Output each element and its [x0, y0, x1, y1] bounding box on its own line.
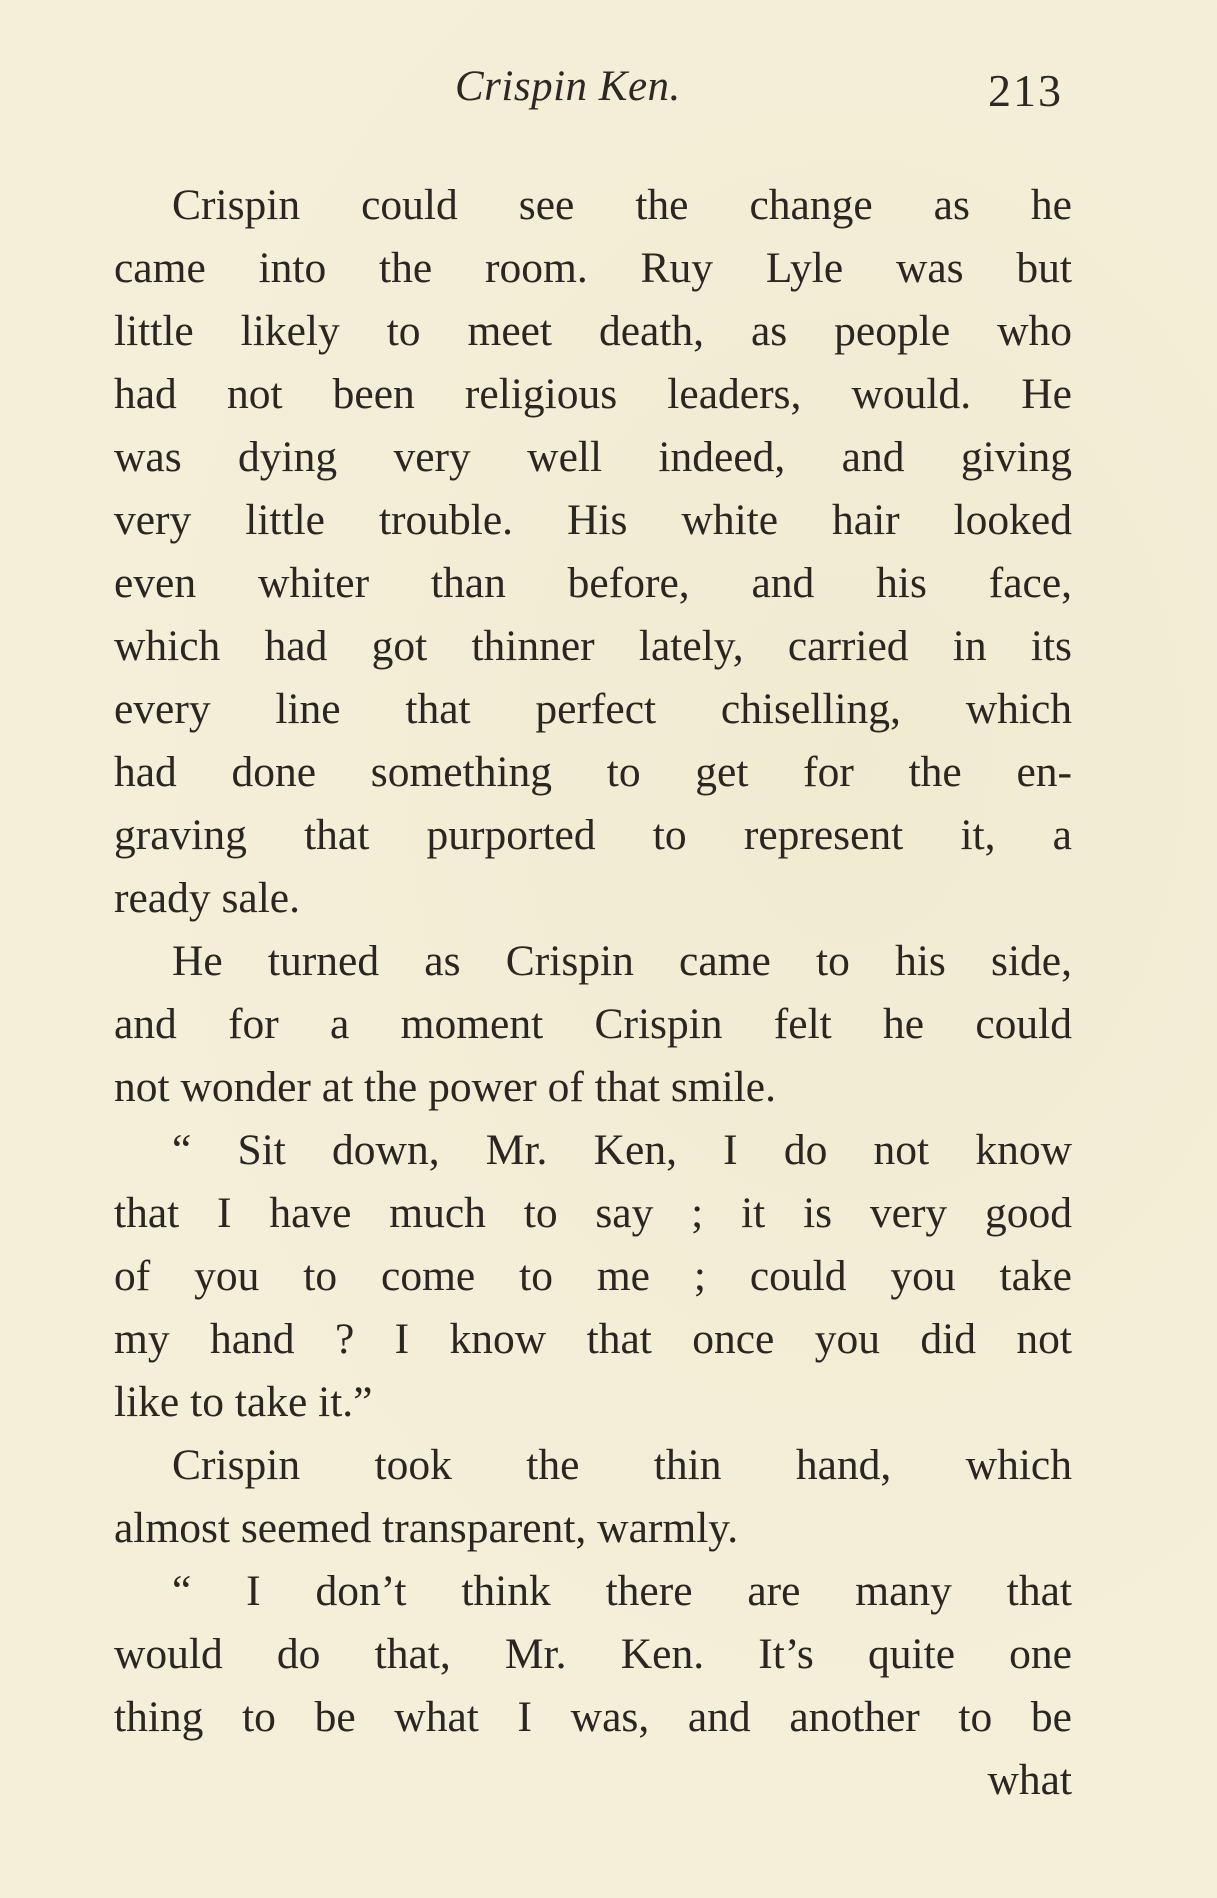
text-line: would do that, Mr. Ken. It’s quite one [114, 1630, 1072, 1678]
text-line: which had got thinner lately, carried in its [114, 622, 1072, 670]
text-line: was dying very well indeed, and giving [114, 433, 1072, 481]
catchword: what [987, 1756, 1072, 1804]
text-line: graving that purported to represent it, a [114, 811, 1072, 859]
text-line: Crispin could see the change as he [172, 181, 1072, 229]
text-line: almost seemed transparent, warmly. [114, 1504, 739, 1552]
text-line: thing to be what I was, and another to be [114, 1693, 1072, 1741]
text-line: that I have much to say ; it is very good [114, 1189, 1072, 1237]
text-line: of you to come to me ; could you take [114, 1252, 1072, 1300]
text-line: even whiter than before, and his face, [114, 559, 1072, 607]
text-line: “ Sit down, Mr. Ken, I do not know [172, 1126, 1072, 1174]
text-line: came into the room. Ruy Lyle was but [114, 244, 1072, 292]
text-line: very little trouble. His white hair looked [114, 496, 1072, 544]
text-line: little likely to meet death, as people who [114, 307, 1072, 355]
page-number: 213 [988, 65, 1063, 116]
text-line: had done something to get for the en- [114, 748, 1072, 796]
text-line: every line that perfect chiselling, which [114, 685, 1072, 733]
text-line: my hand ? I know that once you did not [114, 1315, 1072, 1363]
text-line: had not been religious leaders, would. He [114, 370, 1072, 418]
text-line: not wonder at the power of that smile. [114, 1063, 776, 1111]
running-title: Crispin Ken. [455, 63, 681, 110]
text-line: Crispin took the thin hand, which [172, 1441, 1072, 1489]
running-head [0, 62, 1217, 122]
text-line: He turned as Crispin came to his side, [172, 937, 1072, 985]
text-line: ready sale. [114, 874, 300, 922]
text-line: like to take it.” [114, 1378, 373, 1426]
text-line: and for a moment Crispin felt he could [114, 1000, 1072, 1048]
text-line: “ I don’t think there are many that [172, 1567, 1072, 1615]
body-text [114, 174, 1072, 1812]
